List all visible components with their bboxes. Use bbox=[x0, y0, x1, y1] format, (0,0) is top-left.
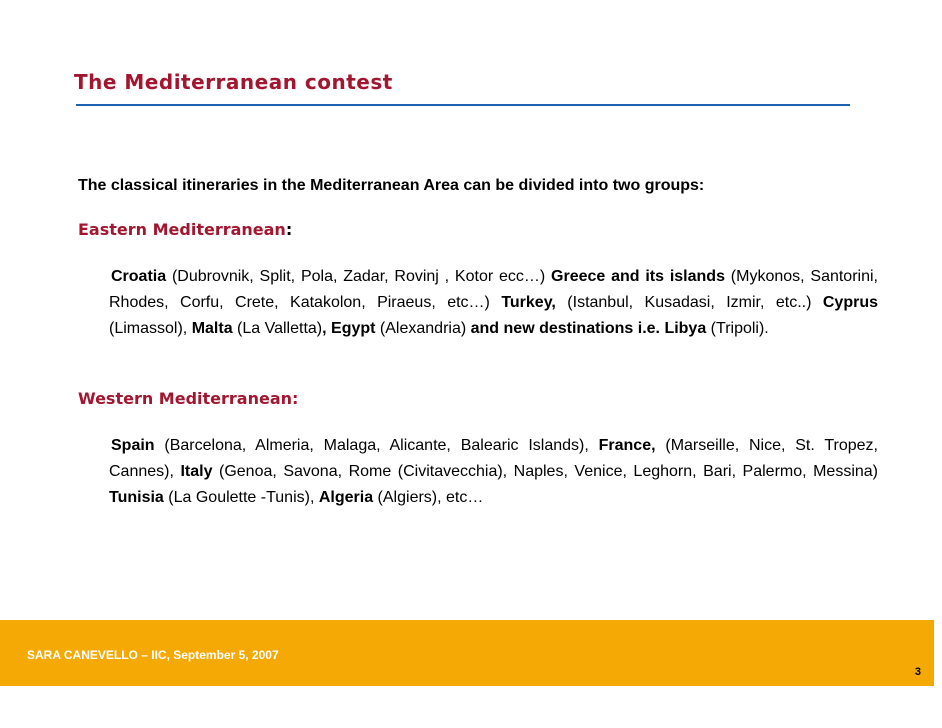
destination-name: Spain bbox=[111, 437, 155, 454]
destination-name: Greece and its islands bbox=[551, 268, 725, 285]
eastern-heading-label: Eastern Mediterranean bbox=[78, 220, 286, 239]
eastern-heading bbox=[78, 220, 292, 239]
destination-name: France, bbox=[598, 437, 656, 454]
destination-details: (La Valletta) bbox=[232, 320, 323, 337]
destination-name: Algeria bbox=[318, 489, 374, 506]
destination-name: Turkey, bbox=[501, 294, 556, 311]
destination-name: Tunisia bbox=[109, 489, 164, 506]
destination-details: (Mykonos, Santorini, Rhodes, Corfu, Crete, Katakolon, Piraeus, etc…) bbox=[109, 268, 878, 311]
footer-author: SARA CANEVELLO – IIC, September 5, 2007 bbox=[27, 648, 279, 662]
page-number: 3 bbox=[914, 666, 921, 678]
eastern-paragraph bbox=[109, 264, 878, 342]
destination-details: (Barcelona, Almeria, Malaga, Alicante, Balearic Islands), bbox=[154, 437, 599, 454]
destination-details: (La Goulette -Tunis), bbox=[163, 489, 319, 506]
destination-details: (Alexandria) bbox=[375, 320, 471, 337]
slide-title: The Mediterranean contest bbox=[74, 70, 393, 94]
destination-details: (Limassol), bbox=[109, 320, 192, 337]
title-divider bbox=[76, 104, 850, 106]
destination-details: (Dubrovnik, Split, Pola, Zadar, Rovinj , Kotor ecc…) bbox=[166, 268, 552, 285]
destination-name: and new destinations i.e. Libya bbox=[470, 320, 707, 337]
destination-name: , Egypt bbox=[322, 320, 376, 337]
destination-details: (Algiers), etc… bbox=[373, 489, 484, 506]
destination-details: (Tripoli). bbox=[706, 320, 769, 337]
destination-details: (Marseille, Nice, St. Tropez, Cannes), bbox=[109, 437, 878, 480]
destination-details: (Genoa, Savona, Rome (Civitavecchia), Naples, Venice, Leghorn, Bari, Palermo, Messina) bbox=[212, 463, 878, 480]
destination-name: Croatia bbox=[111, 268, 167, 285]
intro-text: The classical itineraries in the Mediterranean Area can be divided into two groups: bbox=[78, 177, 705, 194]
destination-name: Cyprus bbox=[822, 294, 878, 311]
western-heading: Western Mediterranean: bbox=[78, 389, 299, 408]
western-paragraph bbox=[109, 433, 878, 511]
destination-details: (Istanbul, Kusadasi, Izmir, etc..) bbox=[555, 294, 823, 311]
destination-name: Italy bbox=[180, 463, 213, 480]
destination-name: Malta bbox=[191, 320, 233, 337]
footer-bar bbox=[0, 620, 934, 686]
eastern-heading-colon: : bbox=[285, 220, 293, 239]
